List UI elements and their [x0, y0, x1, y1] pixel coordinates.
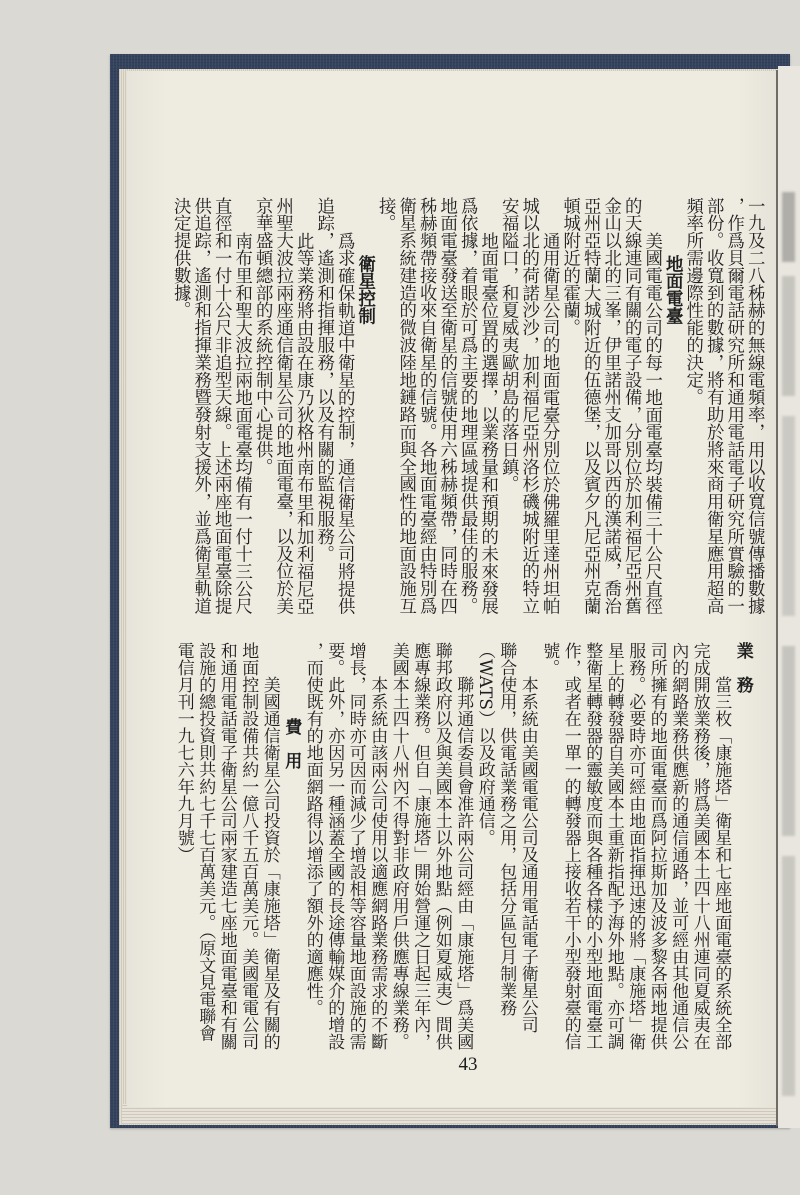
text-column: 地面控制設備共約一億八千五百萬美元。美國電電公司: [238, 642, 259, 1050]
blurred-text-mark: [782, 192, 795, 262]
text-column: 接。: [375, 197, 396, 232]
text-column: 當三枚「康施塔」衛星和七座地面電臺的系統全部: [711, 676, 732, 1050]
text-column: 本系統由該兩公司使用以適應網路業務需求的不斷: [367, 676, 388, 1050]
text-column: 應專線業務。但自「康施塔」開始營運之日起三年內，: [410, 642, 431, 1050]
text-column: 決定提供數據。: [170, 197, 191, 319]
blurred-text-mark: [782, 276, 795, 396]
text-column: 金山以北的三峯，伊里諾州支加哥以西的漢諾威，喬治: [600, 197, 621, 615]
text-column: 增長，同時亦可因而減少了增設相等容量地面設施的需: [345, 642, 366, 1050]
text-column: 追踪，遙測和指揮服務，以及有關的監視服務。: [313, 197, 334, 563]
text-column: 州聖大波拉兩座通信衛星公司的地面電臺，以及位於美: [272, 197, 293, 615]
text-column: 內的網路業務供應新的通信通路，並可經由其他通信公: [668, 642, 689, 1050]
blurred-text-mark: [782, 856, 795, 1096]
text-column: 服務。必要時亦可經由地面指揮迅速的將「康施塔」衛: [625, 642, 646, 1050]
text-column: 爲依據，着眼於可爲主要的地理區域提供最佳的服務。: [457, 197, 478, 615]
text-column: 完成開放業務後，將爲美國本土四十八州連同夏威夷在: [689, 642, 710, 1050]
text-column: ，作爲貝爾電話研究所和通用電話電子研究所實驗的一: [723, 197, 744, 615]
text-column: 美國電電公司的每一地面電臺均裝備三十公尺直徑: [641, 231, 662, 615]
text-column: 安福隘口，和夏威夷歐胡島的落日鎮。: [498, 197, 519, 493]
text-column: 此等業務將由設在康乃狄格州南布里和加利福尼亞: [293, 231, 314, 615]
text-column: 城以北的荷諾沙沙，加利福尼亞州洛杉磯城附近的特立: [518, 197, 539, 615]
text-column: 直徑和一付十公尺非追型天線。上述兩座地面電臺除提: [211, 197, 232, 615]
text-column: 秭赫頻帶接收來自衛星的信號。各地面電臺經由特別爲: [416, 197, 437, 615]
text-column: ，而使既有的地面網路得以增添了額外的適應性。: [302, 642, 323, 1016]
blurred-text-mark: [782, 416, 795, 616]
text-column: 美國通信衛星公司投資於「康施塔」衛星及有關的: [259, 676, 280, 1050]
text-column: 地面電臺發送至衛星的信號使用六秭赫頻帶，同時在四: [436, 197, 457, 615]
text-column: 作，或者在一單一的轉發器上接收若干小型發射臺的信: [560, 642, 581, 1050]
text-column: 整衛星轉發器的靈敏度而與各種各樣的小型地面電臺工: [582, 642, 603, 1050]
blurred-text-mark: [782, 646, 795, 836]
text-column: 亞州亞特蘭大城附近的伍德堡，以及賓夕凡尼亞州克蘭: [580, 197, 601, 615]
page-stack-bottom-edge: [122, 1104, 777, 1124]
text-column: （WATS）以及政府通信。: [474, 642, 495, 846]
text-column: 聯邦通信委員會准許兩公司經由「康施塔」爲美國: [453, 676, 474, 1050]
text-column: 聯邦政府以及與美國本土以外地點（例如夏威夷）間供: [431, 642, 452, 1050]
section-heading: 地面電臺: [662, 255, 683, 325]
text-column: 通用衛星公司的地面電臺分別位於佛羅里達州坦帕: [539, 231, 560, 615]
page-number: 43: [458, 1054, 478, 1075]
text-column: 南布里和聖大波拉兩地面電臺均備有一付十三公尺: [231, 231, 252, 615]
text-column: 和通用電話電子衛星公司兩家建造七座地面電臺和有關: [216, 642, 237, 1050]
text-column: 部份。收寬到的數據，將有助於將來商用衛星應用超高: [703, 197, 724, 615]
text-column: 聯合使用，供電話業務之用，包括分區包月制業務: [496, 642, 517, 1016]
text-column: 供追踪，遙測和指揮業務暨發射支援外，並爲衛星軌道: [190, 197, 211, 615]
text-column: 電信月刊一九七六年九月號）: [173, 642, 194, 863]
text-column: 設施的總投資則共約七千七百萬美元。（原文見電聯會: [195, 642, 216, 1042]
text-column: 號。: [539, 642, 560, 676]
text-column: 頻率所需邊際性能的決定。: [682, 197, 703, 406]
text-column: 爲求確保軌道中衛星的控制，通信衛星公司將提供: [334, 231, 355, 615]
section-heading: 費 用: [281, 718, 302, 769]
text-column: 的天線連同有關的電子設備，分別位於加利福尼亞州舊: [621, 197, 642, 615]
text-column: 美國本土四十八州內不得對非政府用戶供應專線業務。: [388, 642, 409, 1050]
lower-text-block: [172, 642, 753, 1062]
text-column: 頓城附近的霍蘭。: [559, 197, 580, 337]
upper-text-block: [170, 197, 765, 617]
adjacent-page-strip: [778, 66, 800, 1128]
text-column: 星上的轉發器自美國本土重新指配予海外地點。亦可調: [603, 642, 624, 1050]
section-heading: 業 務: [732, 642, 753, 693]
text-column: 衛星系統建造的微波陸地鏈路而與全國性的地面設施互: [395, 197, 416, 615]
text-column: 要。此外，亦因另一種涵蓋全國的長途傳輸媒介的增設: [324, 642, 345, 1050]
text-column: 京華盛頓總部的系統控制中心提供。: [252, 197, 273, 476]
section-heading: 衛星控制: [354, 255, 375, 325]
text-column: 司所擁有的地面電臺而爲阿拉斯加及波多黎各兩地提供: [646, 642, 667, 1050]
text-column: 一九及二八秭赫的無線電頻率，用以收寬信號傳播數據: [744, 197, 765, 615]
text-column: 本系統由美國電電公司及通用電話電子衛星公司: [517, 676, 538, 1033]
text-column: 地面電臺位置的選擇，以業務量和預期的未來發展: [477, 231, 498, 615]
